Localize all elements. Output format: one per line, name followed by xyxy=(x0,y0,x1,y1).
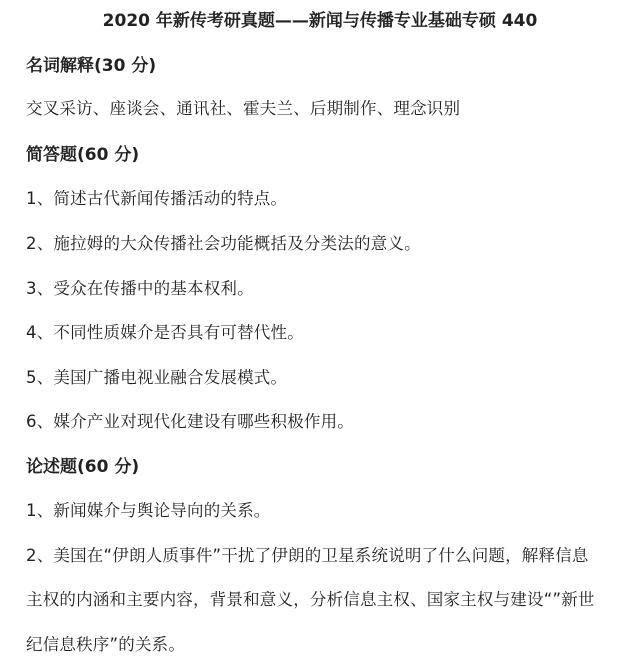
short-answer-q1: 1、简述古代新闻传播活动的特点。 xyxy=(26,189,288,208)
short-answer-q5: 5、美国广播电视业融合发展模式。 xyxy=(26,368,288,387)
essay-q1: 1、新闻媒介与舆论导向的关系。 xyxy=(26,501,271,520)
short-answer-q6: 6、媒介产业对现代化建设有哪些积极作用。 xyxy=(26,412,354,431)
document-title: 2020 年新传考研真题——新闻与传播专业基础专硕 440 xyxy=(102,11,538,31)
short-answer-q4: 4、不同性质媒介是否具有可替代性。 xyxy=(26,323,304,342)
short-answer-q2: 2、施拉姆的大众传播社会功能概括及分类法的意义。 xyxy=(26,234,421,253)
essay-q2-line3: 纪信息秩序”的关系。 xyxy=(26,635,186,654)
section-heading-terms: 名词解释(30 分) xyxy=(26,56,157,76)
essay-q2-line2: 主权的内涵和主要内容，背景和意义，分析信息主权、国家主权与建设“”新世 xyxy=(26,590,595,609)
section-heading-essay: 论述题(60 分) xyxy=(26,457,140,477)
essay-q2-line1: 2、美国在“伊朗人质事件”干扰了伊朗的卫星系统说明了什么问题，解释信息 xyxy=(26,546,589,565)
terms-list: 交叉采访、座谈会、通讯社、霍夫兰、后期制作、理念识别 xyxy=(26,99,461,118)
short-answer-q3: 3、受众在传播中的基本权利。 xyxy=(26,279,254,298)
section-heading-short-answer: 简答题(60 分) xyxy=(26,145,140,165)
